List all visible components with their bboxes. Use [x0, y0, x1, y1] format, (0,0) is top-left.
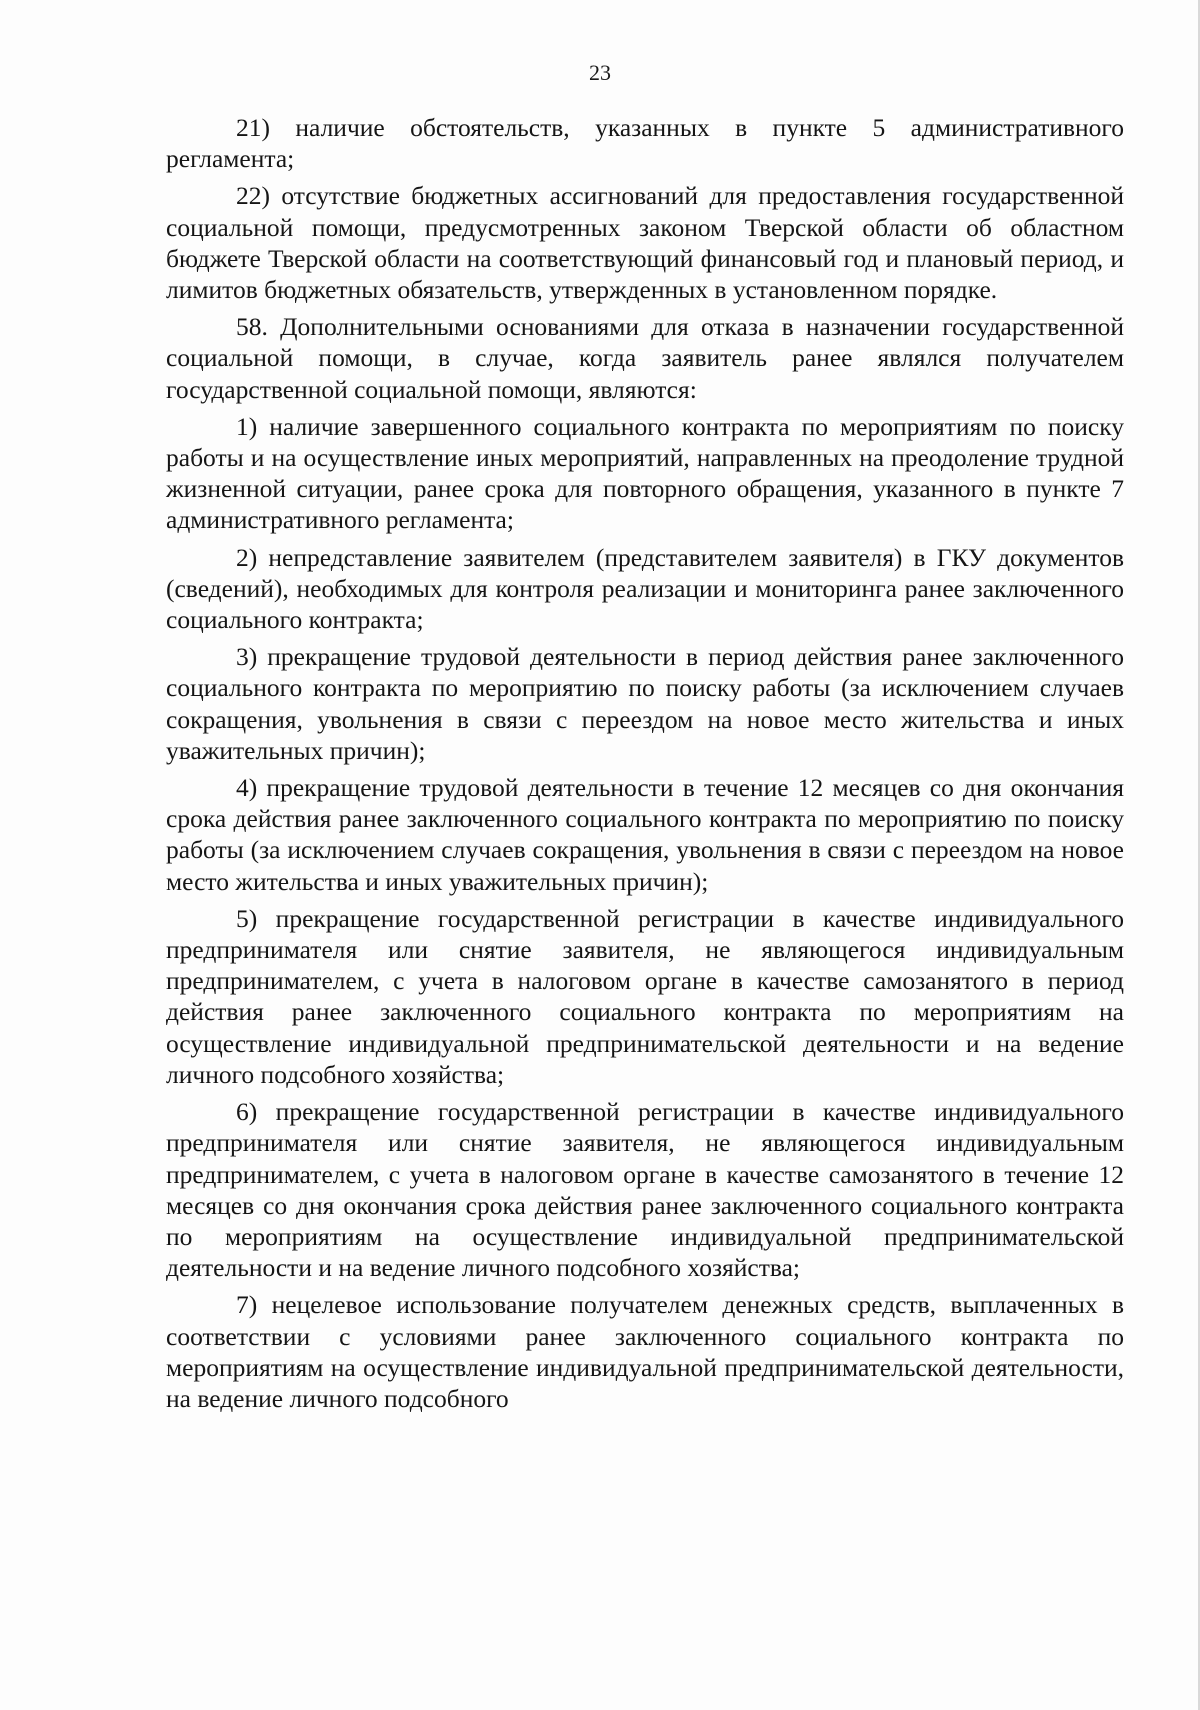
- page-number: 23: [589, 60, 611, 85]
- paragraph-item-2: 2) непредставление заявителем (представителем заявителя) в ГКУ документов (сведений), необходимых для контроля реализации и мониторинга ранее заключенного социального контракта;: [166, 542, 1124, 635]
- paragraph-item-4: 4) прекращение трудовой деятельности в течение 12 месяцев со дня окончания срока действия ранее заключенного социального контракта по мероприятию по поиску работы (за исключением случаев сокращения, увольнения в связи с переездом на новое место жительства и иных уважительных причин);: [166, 773, 1124, 896]
- paragraph-item-7: 7) нецелевое использование получателем денежных средств, выплаченных в соответствии с условиями ранее заключенного социального контракта по мероприятиям на осуществление индивидуальной предпринимательской деятельности, на ведение личного подсобного: [166, 1290, 1124, 1413]
- paragraph-item-21: 21) наличие обстоятельств, указанных в пункте 5 административного регламента;: [166, 113, 1124, 174]
- paragraph-item-22: 22) отсутствие бюджетных ассигнований для предоставления государственной социальной помощи, предусмотренных законом Тверской области об областном бюджете Тверской области на соответствующий финансовый год и плановый период, и лимитов бюджетных обязательств, утвержденных в установленном порядке.: [166, 181, 1124, 305]
- paragraph-item-5: 5) прекращение государственной регистрации в качестве индивидуального предпринимателя или снятие заявителя, не являющегося индивидуальным предпринимателем, с учета в налоговом органе в качестве самозанятого в период действия ранее заключенного социального контракта по мероприятиям на осуществление индивидуальной предпринимательской деятельности и на ведение личного подсобного хозяйства;: [166, 903, 1124, 1089]
- paragraph-item-3: 3) прекращение трудовой деятельности в период действия ранее заключенного социального контракта по мероприятию по поиску работы (за исключением случаев сокращения, увольнения в связи с переездом на новое место жительства и иных уважительных причин);: [166, 642, 1124, 765]
- document-body: [166, 112, 1124, 1420]
- paragraph-item-1: 1) наличие завершенного социального контракта по мероприятиям по поиску работы и на осуществление иных мероприятий, направленных на преодоление трудной жизненной ситуации, ранее срока для повторного обращения, указанного в пункте 7 административного регламента;: [166, 411, 1124, 535]
- paragraph-item-6: 6) прекращение государственной регистрации в качестве индивидуального предпринимателя или снятие заявителя, не являющегося индивидуальным предпринимателем, с учета в налоговом органе в качестве самозанятого в течение 12 месяцев со дня окончания срока действия ранее заключенного социального контракта по мероприятиям на осуществление индивидуальной предпринимательской деятельности и на ведение личного подсобного хозяйства;: [166, 1097, 1124, 1283]
- paragraph-clause-58: 58. Дополнительными основаниями для отказа в назначении государственной социальной помощи, в случае, когда заявитель ранее являлся получателем государственной социальной помощи, являются:: [166, 312, 1124, 404]
